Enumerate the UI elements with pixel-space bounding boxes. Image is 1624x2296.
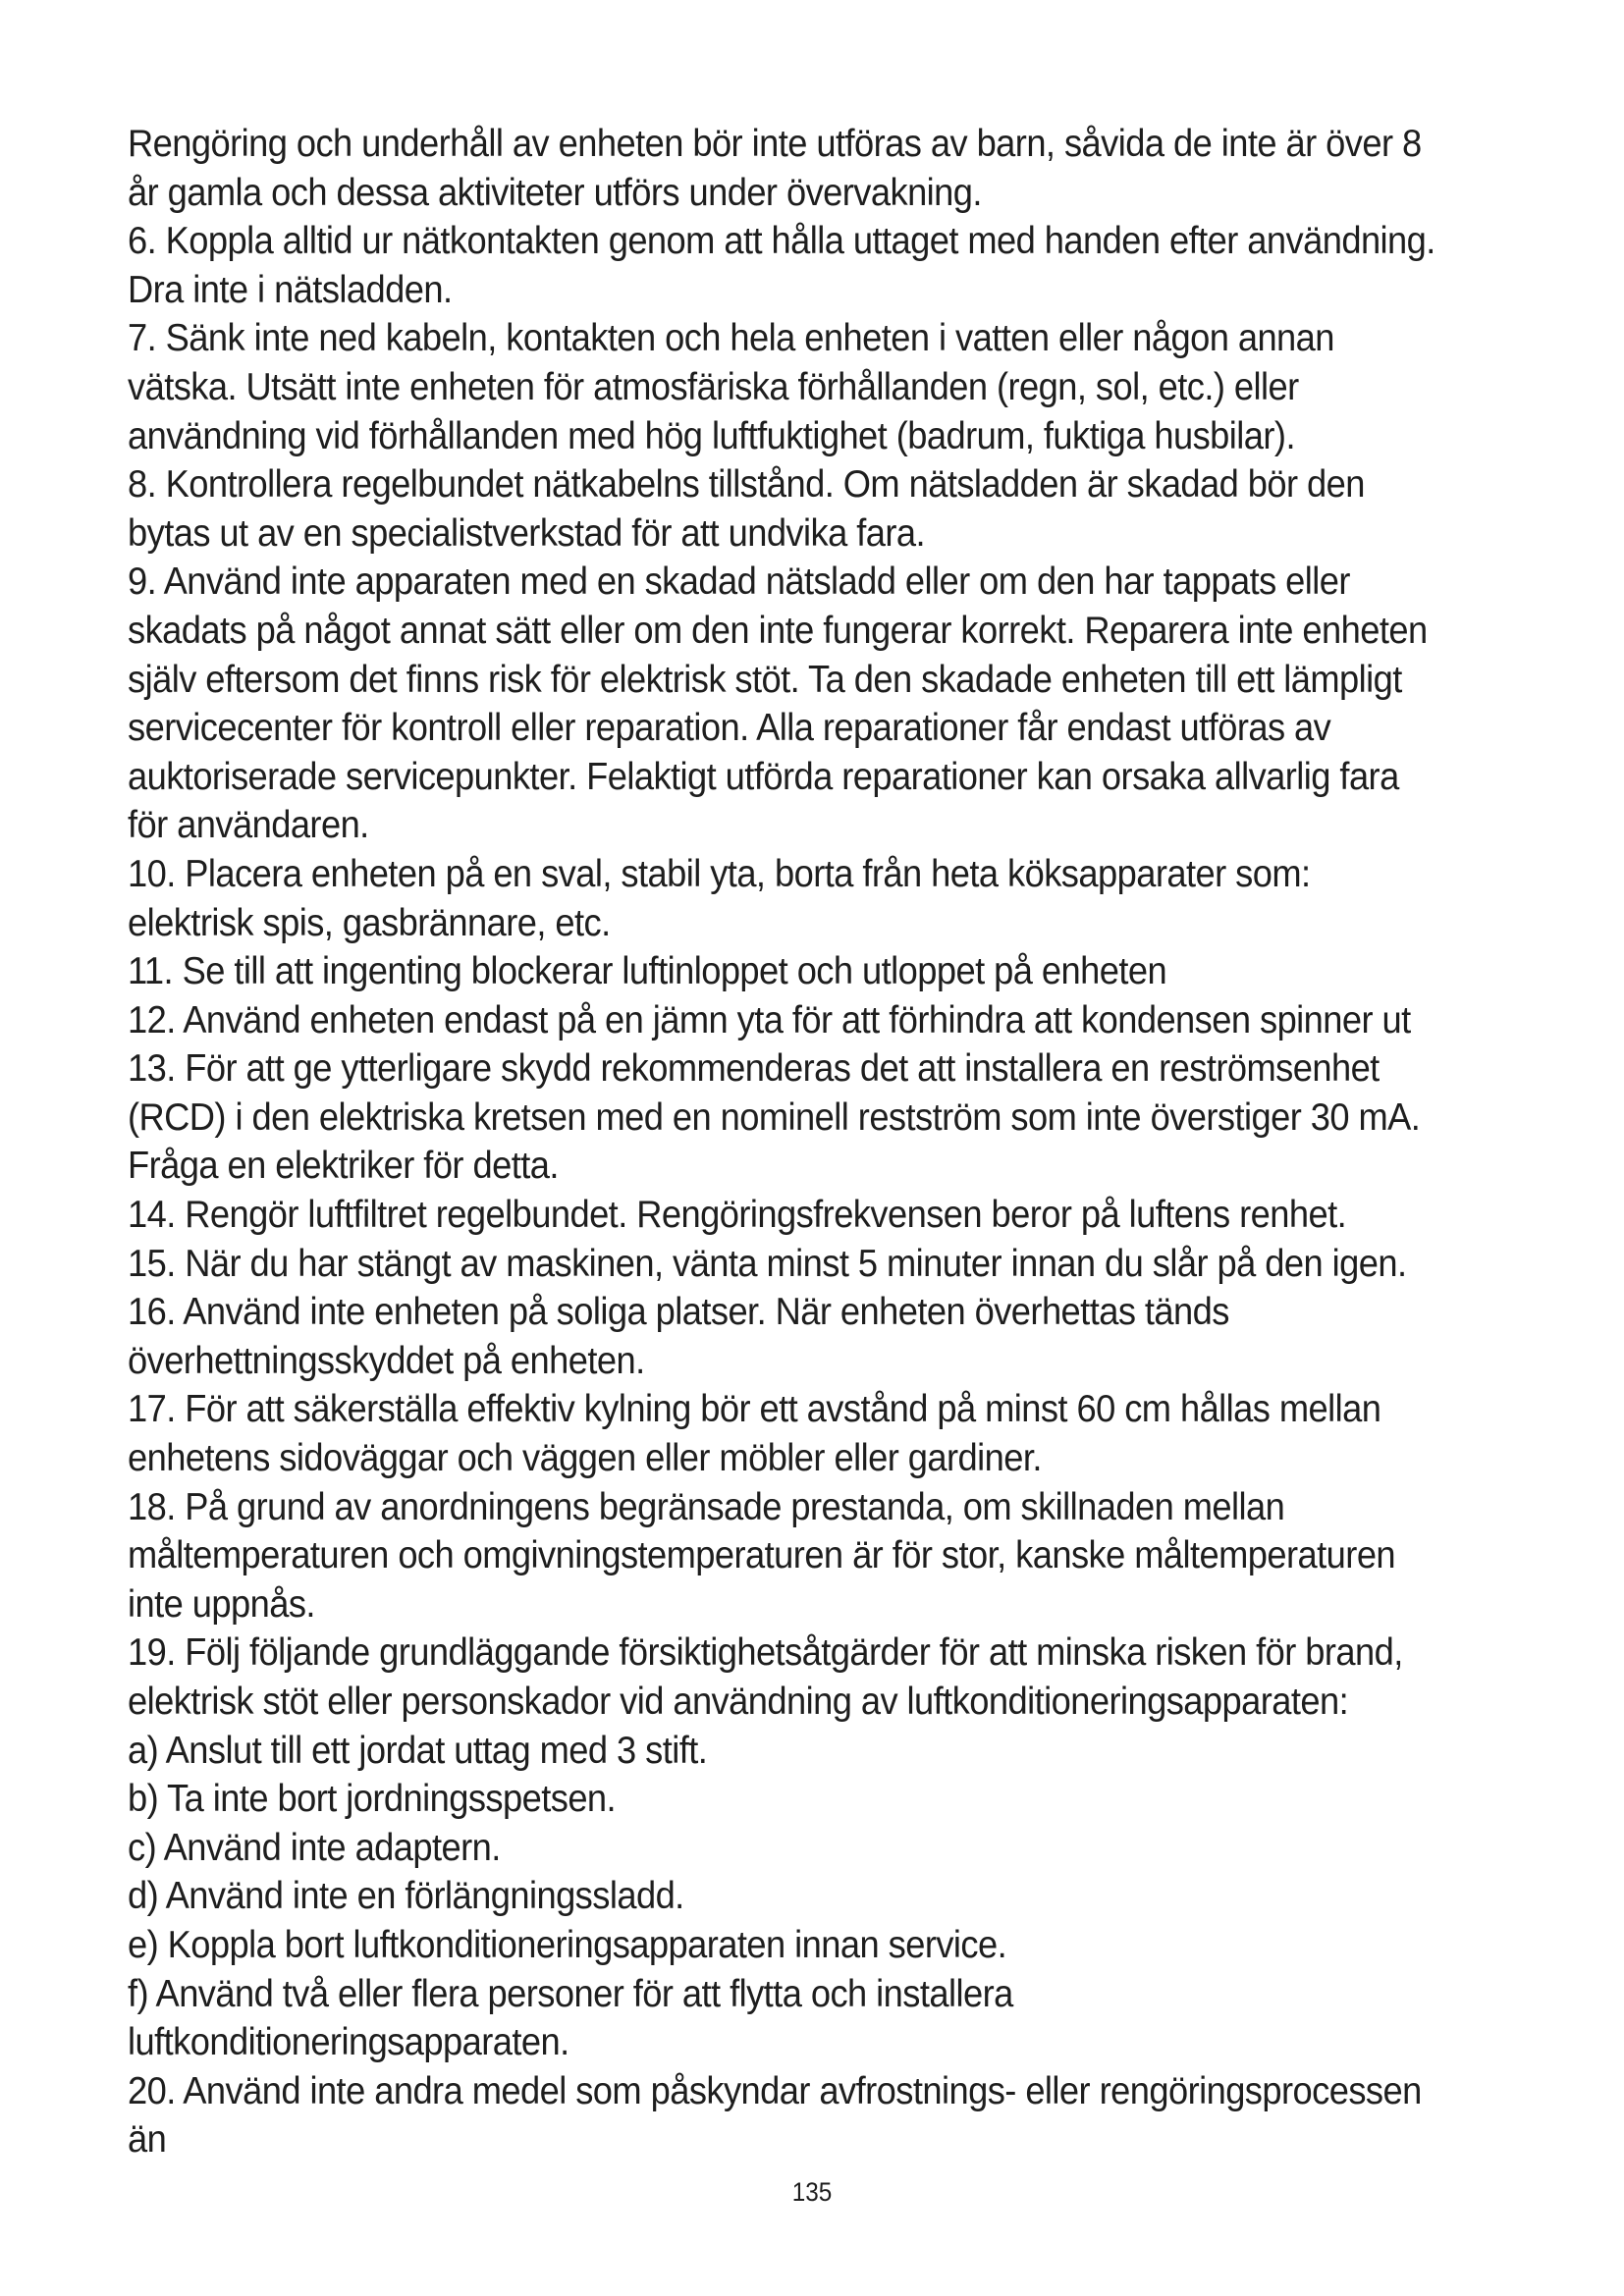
paragraph-item-14: 14. Rengör luftfiltret regelbundet. Rengöringsfrekvensen beror på luftens renhet.	[128, 1194, 1347, 1237]
paragraph-item-8: 8. Kontrollera regelbundet nätkabelns tillstånd. Om nätsladden är skadad bör den bytas ut av en specialistverkstad för att undvika fara.	[128, 463, 1365, 555]
paragraph-item-20: 20. Använd inte andra medel som påskyndar avfrostnings- eller rengöringsprocessen än	[128, 2069, 1422, 2162]
paragraph-item-7: 7. Sänk inte ned kabeln, kontakten och hela enheten i vatten eller någon annan vätska. Utsätt inte enheten för atmosfäriska förhållanden (regn, sol, etc.) eller användning vid förhållanden med hög luftfuktighet (badrum, fuktiga husbilar).	[128, 317, 1334, 457]
sub-item-e: e) Koppla bort luftkonditioneringsapparaten innan service.	[128, 1923, 1007, 1966]
sub-item-d: d) Använd inte en förlängningssladd.	[128, 1875, 684, 1918]
sub-item-f: f) Använd två eller flera personer för att flytta och installera luftkonditioneringsapparaten.	[128, 1972, 1013, 2064]
sub-item-a: a) Anslut till ett jordat uttag med 3 stift.	[128, 1729, 708, 1772]
paragraph-item-18: 18. På grund av anordningens begränsade prestanda, om skillnaden mellan måltemperaturen och omgivningstemperaturen är för stor, kanske måltemperaturen inte uppnås.	[128, 1485, 1396, 1626]
paragraph-item-12: 12. Använd enheten endast på en jämn yta för att förhindra att kondensen spinner ut	[128, 998, 1411, 1041]
paragraph-item-11: 11. Se till att ingenting blockerar luftinloppet och utloppet på enheten	[128, 950, 1167, 993]
paragraph-item-15: 15. När du har stängt av maskinen, vänta minst 5 minuter innan du slår på den igen.	[128, 1242, 1407, 1285]
page-number: 135	[791, 2177, 833, 2207]
document-body	[128, 120, 1442, 2164]
sub-item-b: b) Ta inte bort jordningsspetsen.	[128, 1778, 617, 1821]
paragraph-item-17: 17. För att säkerställa effektiv kylning bör ett avstånd på minst 60 cm hållas mellan enhetens sidoväggar och väggen eller möbler eller gardiner.	[128, 1388, 1381, 1480]
paragraph-intro: Rengöring och underhåll av enheten bör inte utföras av barn, såvida de inte är över 8 år gamla och dessa aktiviteter utförs under övervakning.	[128, 123, 1422, 214]
sub-item-c: c) Använd inte adaptern.	[128, 1826, 501, 1869]
paragraph-item-10: 10. Placera enheten på en sval, stabil yta, borta från heta köksapparater som: elektrisk spis, gasbrännare, etc.	[128, 852, 1311, 944]
paragraph-item-9: 9. Använd inte apparaten med en skadad nätsladd eller om den har tappats eller skadats på något annat sätt eller om den inte fungerar korrekt. Reparera inte enheten själv eftersom det finns risk för elektrisk stöt. Ta den skadade enheten till ett lämpligt servicecenter för kontroll eller reparation. Alla reparationer får endast utföras av auktoriserade servicepunkter. Felaktigt utförda reparationer kan orsaka allvarlig fara för användaren.	[128, 561, 1428, 847]
paragraph-item-19: 19. Följ följande grundläggande försiktighetsåtgärder för att minska risken för brand, elektrisk stöt eller personskador vid användning av luftkonditioneringsapparaten:	[128, 1631, 1403, 1723]
paragraph-item-16: 16. Använd inte enheten på soliga platser. När enheten överhettas tänds överhettningsskyddet på enheten.	[128, 1291, 1229, 1382]
paragraph-item-13: 13. För att ge ytterligare skydd rekommenderas det att installera en reströmsenhet (RCD) i den elektriska kretsen med en nominell restström som inte överstiger 30 mA. Fråga en elektriker för detta.	[128, 1047, 1421, 1188]
paragraph-item-6: 6. Koppla alltid ur nätkontakten genom att hålla uttaget med handen efter användning. Dra inte i nätsladden.	[128, 220, 1435, 311]
